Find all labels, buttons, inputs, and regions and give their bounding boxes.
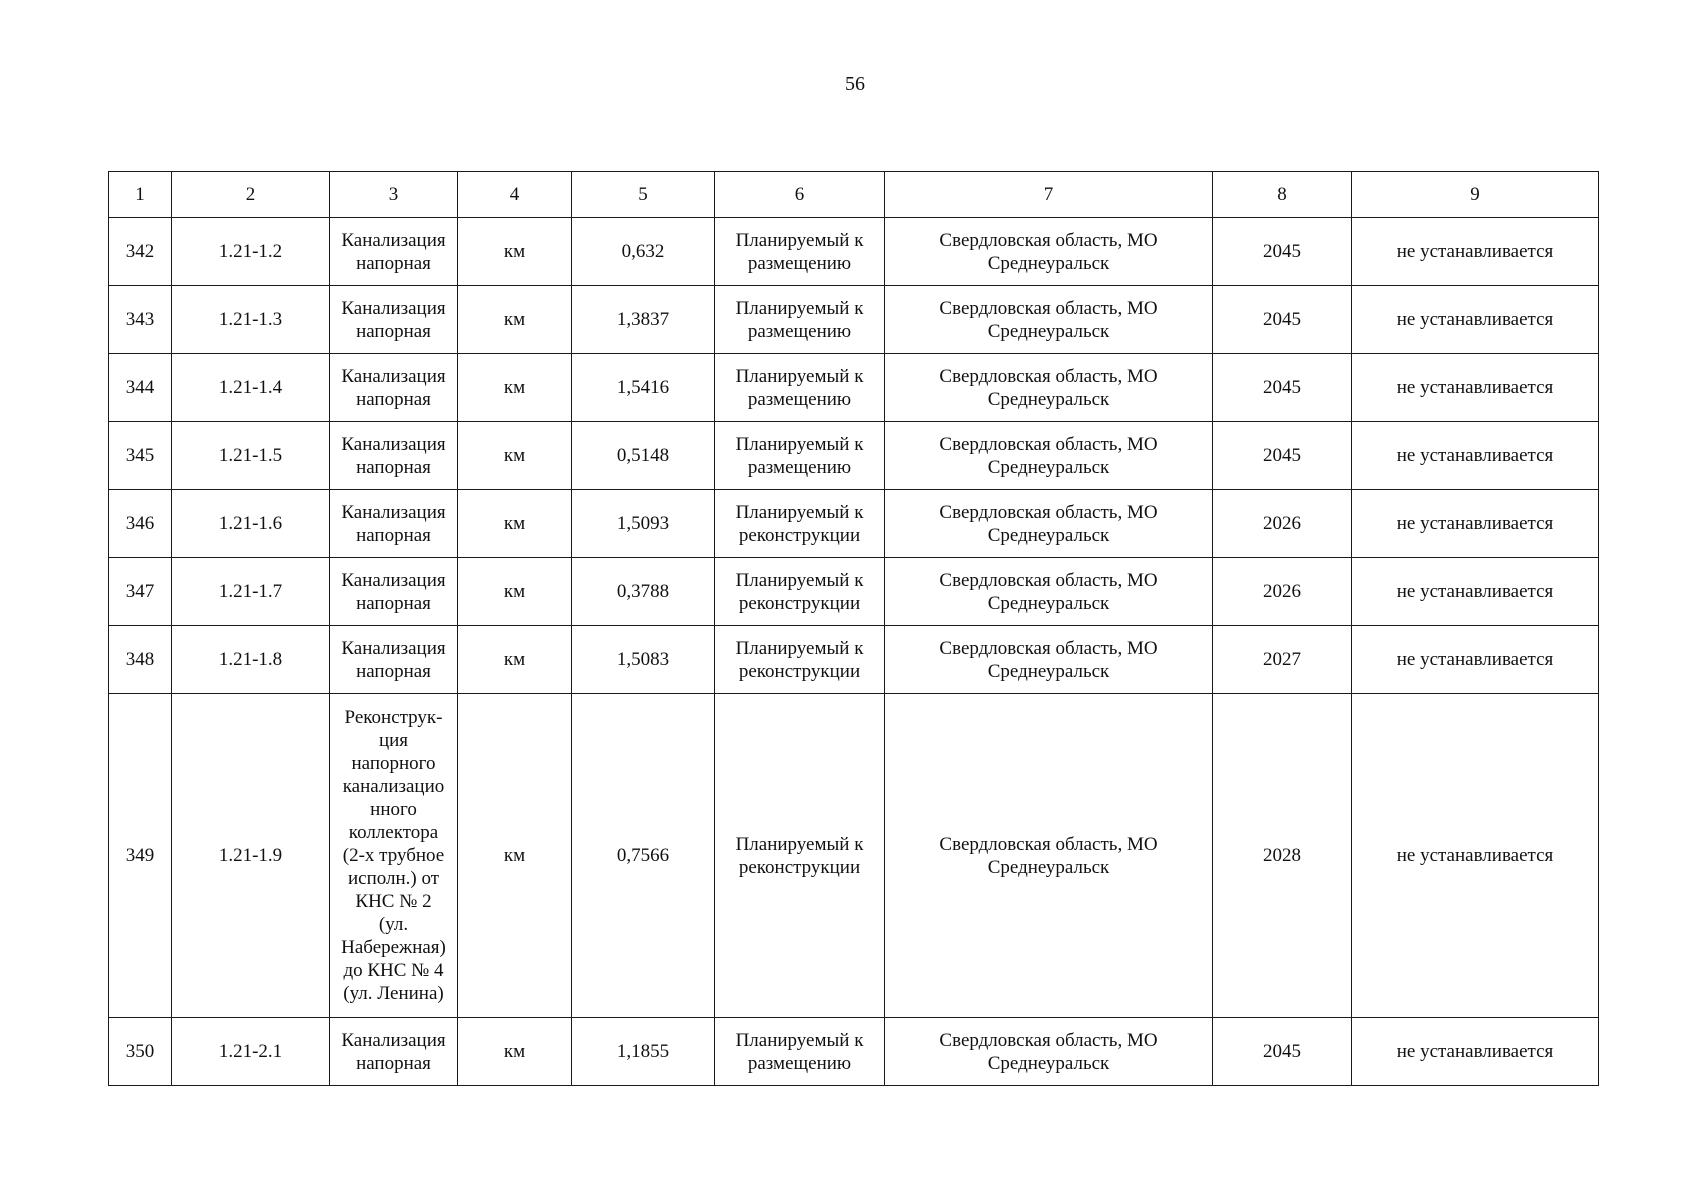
- object-name-cell: Канализация напорная: [330, 1018, 458, 1086]
- object-name-cell: Канализация напорная: [330, 286, 458, 354]
- length-cell: 1,3837: [572, 286, 715, 354]
- length-cell: 0,3788: [572, 558, 715, 626]
- zone-cell: не устанавливается: [1352, 286, 1599, 354]
- unit-cell: км: [458, 286, 572, 354]
- object-name-cell: Канализация напорная: [330, 626, 458, 694]
- status-cell: Планируемый к реконструкции: [715, 694, 885, 1018]
- length-cell: 0,5148: [572, 422, 715, 490]
- length-cell: 1,5416: [572, 354, 715, 422]
- row-number-cell: 349: [109, 694, 172, 1018]
- object-code-cell: 1.21-1.5: [172, 422, 330, 490]
- status-cell: Планируемый к реконструкции: [715, 558, 885, 626]
- table-row: [109, 354, 1599, 422]
- location-cell: Свердловская область, МО Среднеуральск: [885, 354, 1213, 422]
- objects-table: [108, 171, 1599, 1086]
- table-row: [109, 422, 1599, 490]
- column-header: 1: [109, 172, 172, 218]
- location-cell: Свердловская область, МО Среднеуральск: [885, 1018, 1213, 1086]
- location-cell: Свердловская область, МО Среднеуральск: [885, 694, 1213, 1018]
- table-row: [109, 286, 1599, 354]
- unit-cell: км: [458, 626, 572, 694]
- row-number-cell: 343: [109, 286, 172, 354]
- object-code-cell: 1.21-1.9: [172, 694, 330, 1018]
- zone-cell: не устанавливается: [1352, 218, 1599, 286]
- zone-cell: не устанавливается: [1352, 626, 1599, 694]
- object-name-cell: Канализация напорная: [330, 558, 458, 626]
- status-cell: Планируемый к реконструкции: [715, 490, 885, 558]
- length-cell: 1,5083: [572, 626, 715, 694]
- column-header: 9: [1352, 172, 1599, 218]
- object-code-cell: 1.21-1.4: [172, 354, 330, 422]
- object-code-cell: 1.21-2.1: [172, 1018, 330, 1086]
- length-cell: 1,1855: [572, 1018, 715, 1086]
- page-number: 56: [845, 73, 865, 95]
- year-cell: 2028: [1213, 694, 1352, 1018]
- table-header-row: [109, 172, 1599, 218]
- column-header: 2: [172, 172, 330, 218]
- row-number-cell: 345: [109, 422, 172, 490]
- zone-cell: не устанавливается: [1352, 422, 1599, 490]
- unit-cell: км: [458, 422, 572, 490]
- object-code-cell: 1.21-1.7: [172, 558, 330, 626]
- year-cell: 2045: [1213, 1018, 1352, 1086]
- status-cell: Планируемый к размещению: [715, 1018, 885, 1086]
- column-header: 7: [885, 172, 1213, 218]
- column-header: 8: [1213, 172, 1352, 218]
- year-cell: 2045: [1213, 286, 1352, 354]
- length-cell: 0,7566: [572, 694, 715, 1018]
- location-cell: Свердловская область, МО Среднеуральск: [885, 422, 1213, 490]
- zone-cell: не устанавливается: [1352, 1018, 1599, 1086]
- column-header: 3: [330, 172, 458, 218]
- location-cell: Свердловская область, МО Среднеуральск: [885, 218, 1213, 286]
- status-cell: Планируемый к размещению: [715, 422, 885, 490]
- column-header: 5: [572, 172, 715, 218]
- year-cell: 2027: [1213, 626, 1352, 694]
- status-cell: Планируемый к размещению: [715, 218, 885, 286]
- location-cell: Свердловская область, МО Среднеуральск: [885, 626, 1213, 694]
- column-header: 4: [458, 172, 572, 218]
- table-row: [109, 1018, 1599, 1086]
- object-code-cell: 1.21-1.8: [172, 626, 330, 694]
- column-header: 6: [715, 172, 885, 218]
- location-cell: Свердловская область, МО Среднеуральск: [885, 490, 1213, 558]
- object-name-cell: Канализация напорная: [330, 354, 458, 422]
- unit-cell: км: [458, 490, 572, 558]
- zone-cell: не устанавливается: [1352, 490, 1599, 558]
- zone-cell: не устанавливается: [1352, 694, 1599, 1018]
- row-number-cell: 350: [109, 1018, 172, 1086]
- row-number-cell: 346: [109, 490, 172, 558]
- zone-cell: не устанавливается: [1352, 354, 1599, 422]
- status-cell: Планируемый к реконструкции: [715, 626, 885, 694]
- unit-cell: км: [458, 558, 572, 626]
- unit-cell: км: [458, 694, 572, 1018]
- table-row: [109, 218, 1599, 286]
- row-number-cell: 342: [109, 218, 172, 286]
- table-row: [109, 490, 1599, 558]
- row-number-cell: 344: [109, 354, 172, 422]
- unit-cell: км: [458, 1018, 572, 1086]
- object-code-cell: 1.21-1.2: [172, 218, 330, 286]
- table-row: [109, 626, 1599, 694]
- year-cell: 2026: [1213, 558, 1352, 626]
- zone-cell: не устанавливается: [1352, 558, 1599, 626]
- year-cell: 2045: [1213, 422, 1352, 490]
- object-name-cell: Реконструк- ция напорного канализацио нного коллектора (2-х трубное исполн.) от КНС № 2 (ул. Набережная) до КНС № 4 (ул. Ленина): [330, 694, 458, 1018]
- year-cell: 2045: [1213, 218, 1352, 286]
- status-cell: Планируемый к размещению: [715, 286, 885, 354]
- table-row: [109, 694, 1599, 1018]
- year-cell: 2026: [1213, 490, 1352, 558]
- length-cell: 1,5093: [572, 490, 715, 558]
- unit-cell: км: [458, 218, 572, 286]
- object-code-cell: 1.21-1.6: [172, 490, 330, 558]
- row-number-cell: 347: [109, 558, 172, 626]
- object-name-cell: Канализация напорная: [330, 490, 458, 558]
- year-cell: 2045: [1213, 354, 1352, 422]
- location-cell: Свердловская область, МО Среднеуральск: [885, 286, 1213, 354]
- row-number-cell: 348: [109, 626, 172, 694]
- location-cell: Свердловская область, МО Среднеуральск: [885, 558, 1213, 626]
- table-row: [109, 558, 1599, 626]
- object-name-cell: Канализация напорная: [330, 422, 458, 490]
- length-cell: 0,632: [572, 218, 715, 286]
- unit-cell: км: [458, 354, 572, 422]
- object-code-cell: 1.21-1.3: [172, 286, 330, 354]
- object-name-cell: Канализация напорная: [330, 218, 458, 286]
- status-cell: Планируемый к размещению: [715, 354, 885, 422]
